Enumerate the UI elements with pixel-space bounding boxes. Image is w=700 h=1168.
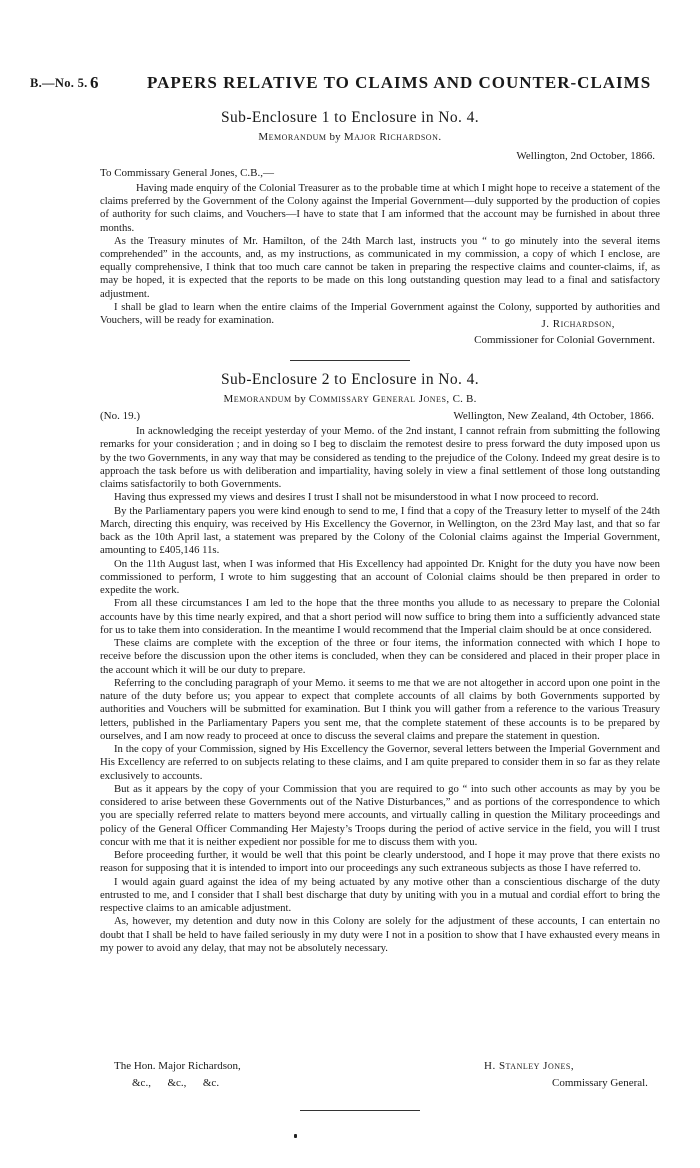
memo-prefix: Memorandum bbox=[223, 393, 292, 405]
paragraph: These claims are complete with the exception of the three or four items, the information connected with which I hope to receive before the discussion upon the other items is concluded, when they can be considered and placed in their proper place in the account which it will be our duty to prepare. bbox=[100, 637, 660, 676]
enclosure2-body bbox=[100, 425, 660, 955]
enclosure2-dateline: Wellington, New Zealand, 4th October, 1866. bbox=[453, 410, 654, 422]
paragraph: Having made enquiry of the Colonial Treasurer as to the probable time at which I might hope to receive a statement of the claims preferred by the Government of the Colony against the Imperial Government—duly supported by the production of copies of authority for such claims, and Vouchers—I have to state that I am informed that the account may be furnished in about three months. bbox=[100, 182, 660, 234]
page-title: PAPERS RELATIVE TO CLAIMS AND COUNTER-CLAIMS bbox=[147, 73, 652, 92]
enclosure1-memo-line bbox=[0, 131, 700, 143]
enclosure2-signature-name bbox=[484, 1060, 574, 1072]
paragraph: By the Parliamentary papers you were kind enough to send to me, I find that a copy of the Treasury letter to myself of the 24th March, directing this enquiry, was received by His Excellency the Governor, in Wellington, on the 23rd May last, and that so far back as the 10th April last, a statement was prepared by the Colony of the Colonial claims against the Imperial Government, amounting to £405,146 11s. bbox=[100, 504, 660, 557]
paragraph: As, however, my detention and duty now in this Colony are solely for the adjustment of these accounts, I can entertain no doubt that I shall be held to have failed seriously in my duty were I not in a position to show that I have exhausted every means in my power to avoid any delay, that may not be absolutely necessary. bbox=[100, 915, 660, 954]
enclosure1-heading: Sub-Enclosure 1 to Enclosure in No. 4. bbox=[221, 109, 479, 126]
paragraph: Referring to the concluding paragraph of your Memo. it seems to me that we are not altogether in accord upon one point in the nature of the duty before us; you appear to expect that complete accounts of all claims by both Governments supported by authorities and Vouchers will be submitted for examination. But I think you will gather from a reference to the various Treasury letters, published in the Parliamentary Papers you sent me, that the complete statement of these accounts is to be prepared by ourselves, and I am now ready to proceed at once to discuss the several claims and prepare the statement in question. bbox=[100, 676, 660, 742]
paragraph: I would again guard against the idea of my being actuated by any motive other than a conscientious discharge of the duty entrusted to me, and I consider that I shall best discharge that duty by uniting with you in a mutual and cordial effort to bring the respective claims to an amicable adjustment. bbox=[100, 875, 660, 914]
sessional-reference: B.—No. 5. bbox=[30, 76, 88, 90]
memo-prefix: Memorandum bbox=[258, 131, 327, 143]
memo-author: Major Richardson. bbox=[343, 131, 442, 143]
enclosure2-memo-line bbox=[0, 393, 700, 405]
paragraph: From all these circumstances I am led to the hope that the three months you allude to as necessary to prepare the Colonial accounts have by this time nearly expired, and that a short period will now suffice to bring them into a sufficiently advanced state for us to take them into consideration. In the meantime I would recommend that the Imperial claim should be at once considered. bbox=[100, 597, 660, 636]
enclosure1-body bbox=[100, 182, 660, 327]
paragraph: On the 11th August last, when I was informed that His Excellency had appointed Dr. Knight for the duty you have now been commissioned to perform, I wrote to him suggesting that an account of Colonial claims should be then prepared in order to expedite the work. bbox=[100, 557, 660, 596]
enclosure1-dateline: Wellington, 2nd October, 1866. bbox=[516, 150, 655, 162]
enclosure1-signature-title: Commissioner for Colonial Government. bbox=[474, 334, 655, 346]
section-divider bbox=[290, 360, 410, 361]
memo-by: by bbox=[329, 131, 341, 143]
paragraph: In acknowledging the receipt yesterday of your Memo. of the 2nd instant, I cannot refrain from submitting the following remarks for your consideration ; and in doing so I beg to disclaim the remotest desire to press forward the duty imposed upon us by the two Governments, in any way that may be considered as tending to the prejudice of the Colony. Indeed my great desire is to approach the task before us with deliberation and impartiality, having solely in view a final settlement of those long outstanding claims satisfactorily to both Governments. bbox=[100, 425, 660, 490]
paragraph: Before proceeding further, it would be well that this point be clearly understood, and I hope it may prove that there exists no reason for supposing that it is intended to import into our proceedings any such extraneous subjects as those I have referred to. bbox=[100, 849, 660, 875]
enclosure2-number: (No. 19.) bbox=[100, 410, 141, 422]
running-head bbox=[30, 73, 670, 97]
memo-author: Commissary General Jones, bbox=[308, 393, 450, 405]
paragraph: I shall be glad to learn when the entire claims of the Imperial Government against the Colony, supported by authorities and Vouchers, will be ready for examination. bbox=[100, 300, 660, 327]
enclosure1-addressee: To Commissary General Jones, C.B.,— bbox=[100, 167, 274, 179]
enclosure2-heading: Sub-Enclosure 2 to Enclosure in No. 4. bbox=[221, 371, 479, 388]
paragraph: In the copy of your Commission, signed by His Excellency the Governor, several letters between the Imperial Government and His Excellency are referred to on subjects relating to these claims, and I am quite prepared to consider them in so far as they relate exclusively to accounts. bbox=[100, 743, 660, 782]
enclosure1-signature-name bbox=[100, 318, 655, 330]
printer-mark bbox=[294, 1134, 297, 1138]
enclosure2-addressee: The Hon. Major Richardson, bbox=[114, 1060, 241, 1072]
paragraph: As the Treasury minutes of Mr. Hamilton, of the 24th March last, instructs you “ to go minutely into the several items comprehended” in the accounts, and, as my instructions, as communicated in my commission, a copy of which I enclose, are equally comprehensive, I think that too much care cannot be taken in preparing the respective claims and counter-claims, if, as may be hoped, it is expected that the reports to be made on this long outstanding question may lead to a final and satisfactory adjustment. bbox=[100, 234, 660, 300]
signature-name: J. Richardson, bbox=[541, 318, 615, 330]
signature-name: H. Stanley Jones, bbox=[484, 1060, 575, 1072]
enclosure2-etc: &c., &c., &c. bbox=[132, 1077, 220, 1089]
closing-divider bbox=[300, 1110, 420, 1111]
paragraph: But as it appears by the copy of your Commission that you are required to go “ into such other accounts as may by you be considered to arise between these Governments out of the Native Disturbances,” and as portions of the correspondence to which you are specially referred relate to matters beyond mere accounts, and virtually calling in question the Military proceedings and policy of the General Officer Commanding Her Majesty’s Troops during the period of active service in the field, you will I trust concur with me that it is neither expedient nor possible for me to discuss them with you. bbox=[100, 782, 660, 848]
memo-by: by bbox=[294, 393, 306, 405]
page-number: 6 bbox=[90, 73, 99, 92]
memo-suffix: C. B. bbox=[452, 393, 477, 405]
enclosure2-signature-title: Commissary General. bbox=[552, 1077, 648, 1089]
paragraph: Having thus expressed my views and desires I trust I shall not be misunderstood in what I now proceed to record. bbox=[114, 491, 599, 504]
